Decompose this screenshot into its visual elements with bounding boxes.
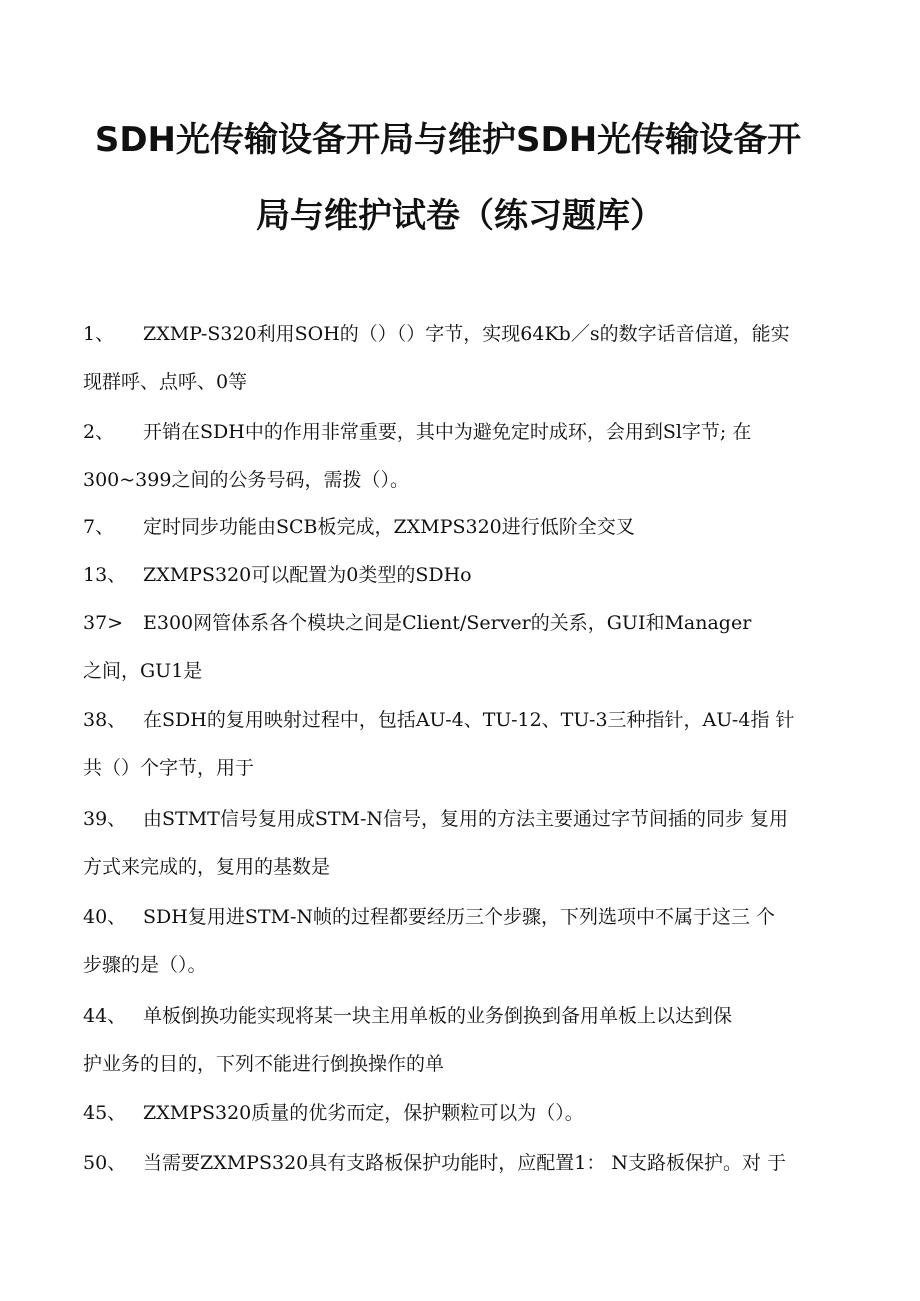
- question-text: ZXMPS320可以配置为0类型的SDHo: [143, 564, 472, 586]
- question-number: 7、: [83, 516, 115, 538]
- question-item: [83, 795, 835, 891]
- question-line: [83, 599, 835, 647]
- question-item: [83, 1139, 835, 1187]
- document-title-line-1: SDH光传输设备开局与维护SDH光传输设备开: [94, 120, 802, 160]
- question-continuation: 300~399之间的公务号码，需拨（）。: [83, 469, 409, 491]
- question-item: [83, 503, 835, 551]
- question-number: 2、: [83, 421, 115, 443]
- question-line: [83, 992, 835, 1040]
- question-text: ZXMP-S320利用SOH的（）（）字节，实现64Kb／s的数字话音信道，能实: [143, 323, 790, 345]
- question-continuation: 共（）个字节，用于: [83, 757, 255, 779]
- question-text: 定时同步功能由SCB板完成，ZXMPS320进行低阶全交叉: [143, 516, 635, 538]
- question-text: 开销在SDH中的作用非常重要，其中为避免定时成环，会用到Sl字节; 在: [143, 421, 752, 443]
- question-number: 37>: [83, 612, 124, 634]
- question-number: 50、: [83, 1152, 127, 1174]
- question-number: 39、: [83, 808, 127, 830]
- question-text: 由STMT信号复用成STM-N信号，复用的方法主要通过字节间插的同步 复用: [143, 808, 789, 830]
- question-number: 44、: [83, 1005, 127, 1027]
- question-continuation: 之间，GU1是: [83, 660, 203, 682]
- question-item: [83, 310, 835, 406]
- question-line: [83, 551, 835, 599]
- question-line: [83, 310, 835, 358]
- question-text: 单板倒换功能实现将某一块主用单板的业务倒换到备用单板上以达到保: [143, 1005, 733, 1027]
- question-item: [83, 408, 835, 504]
- question-line: [83, 408, 835, 456]
- question-line: [83, 503, 835, 551]
- document-title-line-2: 局与维护试卷（练习题库）: [256, 196, 664, 236]
- question-line: [83, 1089, 835, 1137]
- question-continuation: 护业务的目的，下列不能进行倒换操作的单: [83, 1053, 445, 1075]
- question-number: 40、: [83, 906, 127, 928]
- question-item: [83, 992, 835, 1088]
- question-text: E300网管体系各个模块之间是Client/Server的关系，GUI和Manager: [143, 612, 752, 634]
- question-line: [83, 893, 835, 941]
- question-number: 1、: [83, 323, 115, 345]
- question-item: [83, 599, 835, 695]
- question-item: [83, 696, 835, 792]
- question-number: 45、: [83, 1102, 127, 1124]
- question-line: [83, 696, 835, 744]
- question-item: [83, 551, 835, 599]
- question-text: ZXMPS320质量的优劣而定，保护颗粒可以为（）。: [143, 1102, 584, 1124]
- question-line: [83, 795, 835, 843]
- question-text: 当需要ZXMPS320具有支路板保护功能时，应配置1： N支路板保护。对 于: [143, 1152, 787, 1174]
- question-number: 13、: [83, 564, 127, 586]
- question-number: 38、: [83, 709, 127, 731]
- question-continuation: 步骤的是（）。: [83, 954, 207, 976]
- question-text: SDH复用进STM-N帧的过程都要经历三个步骤，下列选项中不属于这三 个: [143, 906, 776, 928]
- question-continuation: 方式来完成的，复用的基数是: [83, 856, 331, 878]
- question-continuation: 现群呼、点呼、0等: [83, 371, 248, 393]
- question-text: 在SDH的复用映射过程中，包括AU-4、TU-12、TU-3三种指针，AU-4指 针: [143, 709, 795, 731]
- question-line: [83, 1139, 835, 1187]
- question-item: [83, 1089, 835, 1137]
- question-item: [83, 893, 835, 989]
